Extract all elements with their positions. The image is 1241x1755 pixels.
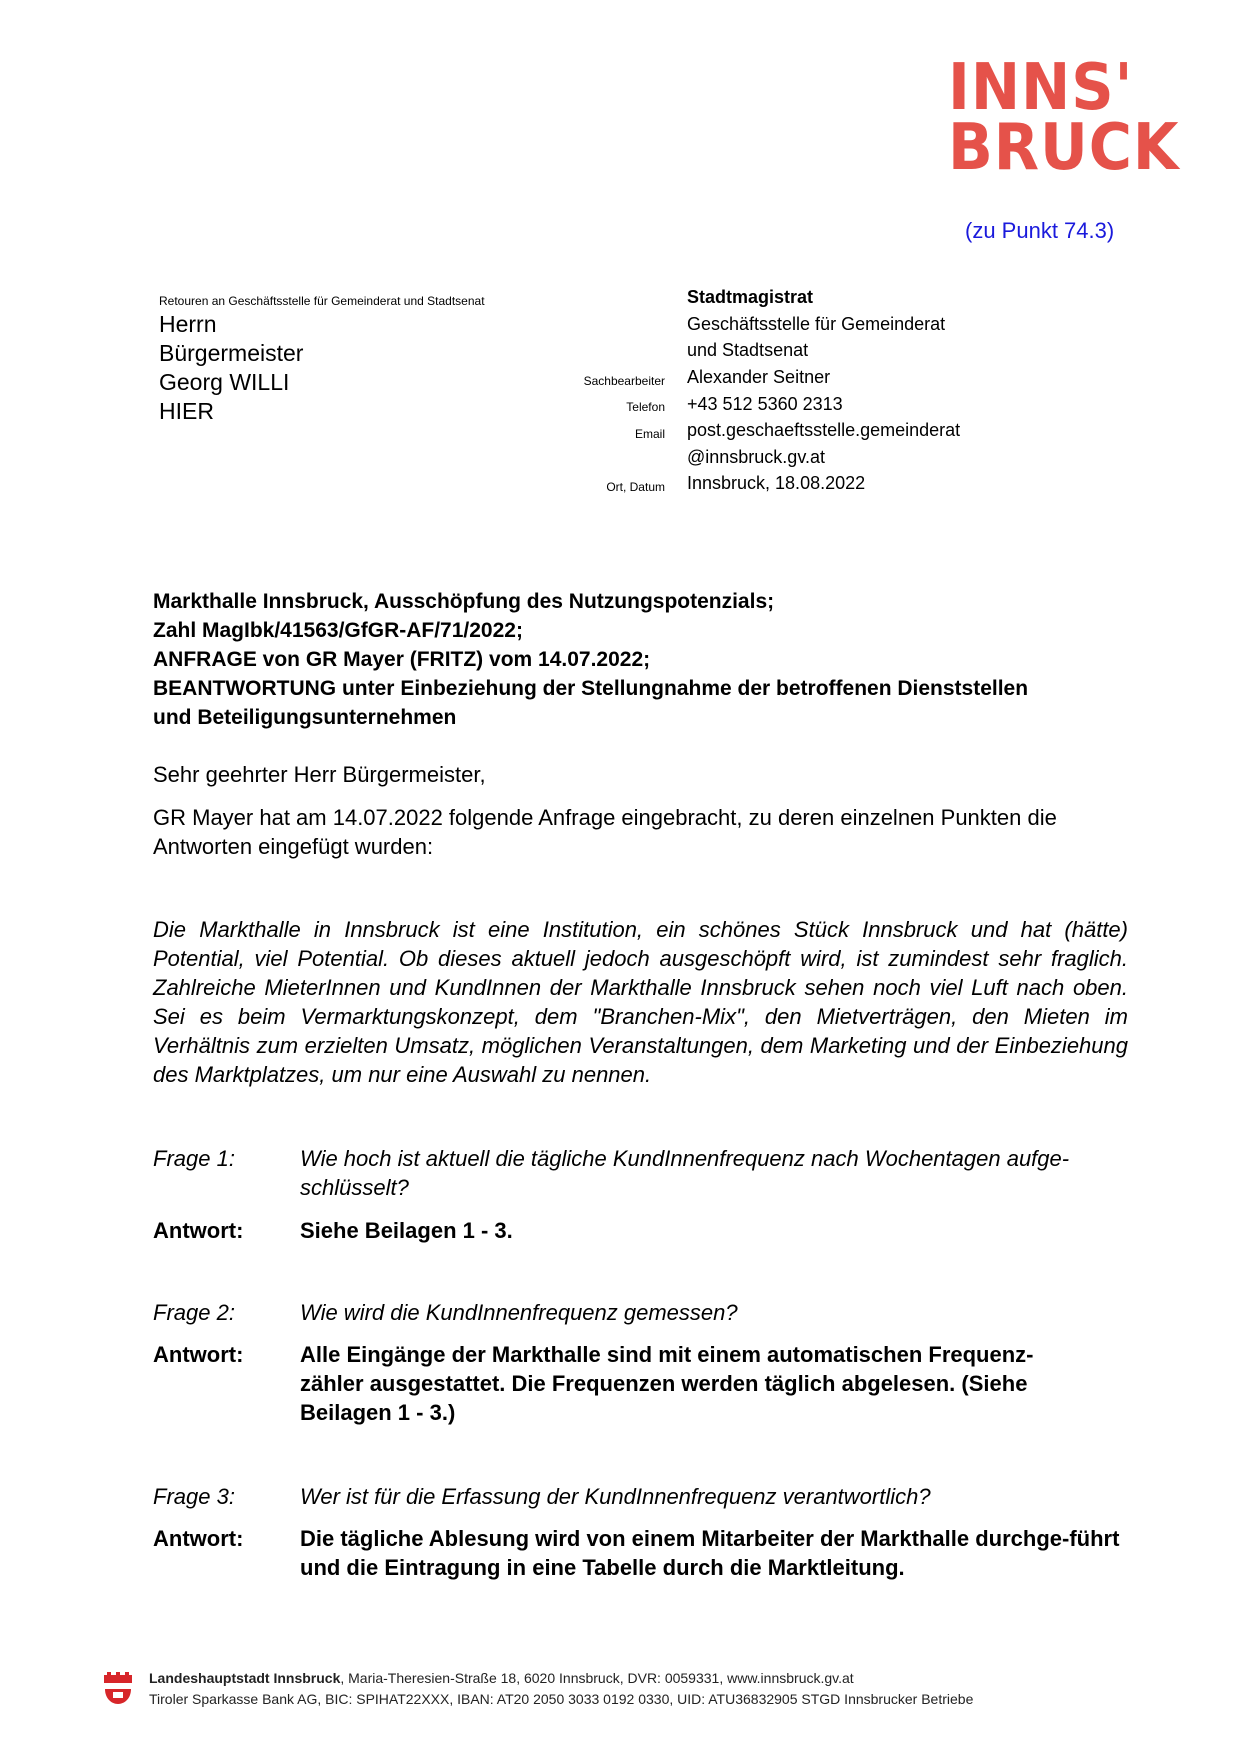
subject-block — [153, 587, 1028, 732]
field-label: Sachbearbeiter — [583, 374, 665, 388]
answer-3 — [153, 1524, 1128, 1582]
answer-text: Siehe Beilagen 1 - 3. — [300, 1218, 513, 1243]
inquiry-intro: Die Markthalle in Innsbruck ist eine Institution, ein schönes Stück Innsbruck und hat (hätte) Potential, viel Potential. Ob dieses aktuell jedoch ausgeschöpft wird, ist zumindest sehr fraglich. Zahlreiche MieterInnen und KundInnen der Markthalle Innsbruck sehen noch viel Luft nach oben. Sei es beim Vermarktungskonzept, dem "Branchen-Mix", den Mietverträgen, den Mieten im Verhältnis zum erzielten Umsatz, möglichen Veranstaltungen, dem Marketing und der Einbeziehung des Marktplatzes, um nur eine Auswahl zu nennen. — [153, 917, 1128, 1087]
subject-line: ANFRAGE von GR Mayer (FRITZ) vom 14.07.2022; — [153, 648, 651, 671]
return-address: Retouren an Geschäftsstelle für Gemeinderat und Stadtsenat — [159, 294, 485, 308]
recipient-line: Herrn — [159, 311, 217, 337]
agenda-reference: (zu Punkt 74.3) — [965, 218, 1115, 243]
question-2 — [153, 1298, 1113, 1327]
question-label: Frage 3: — [153, 1484, 235, 1509]
question-text: Wer ist für die Erfassung der KundInnenfrequenz verantwortlich? — [300, 1484, 931, 1509]
field-value: Innsbruck, 18.08.2022 — [687, 473, 866, 493]
question-text: Wie hoch ist aktuell die tägliche KundInnenfrequenz nach Wochentagen aufge-schlüsselt? — [300, 1146, 1070, 1200]
subject-line: BEANTWORTUNG unter Einbeziehung der Stellungnahme der betroffenen Dienststellen — [153, 677, 1029, 700]
answer-label: Antwort: — [153, 1526, 244, 1551]
logo-line-2: BRUCK — [948, 111, 1180, 185]
innsbruck-logo — [948, 51, 1180, 185]
question-label: Frage 1: — [153, 1146, 235, 1171]
subject-line: und Beteiligungsunternehmen — [153, 706, 457, 729]
answer-2 — [153, 1340, 1088, 1427]
answer-label: Antwort: — [153, 1218, 244, 1243]
city-coat-of-arms-icon — [103, 1671, 133, 1707]
subject-line: Markthalle Innsbruck, Ausschöpfung des Nutzungspotenzials; — [153, 590, 775, 613]
recipient-line: Georg WILLI — [159, 369, 290, 395]
field-label: Telefon — [626, 400, 665, 414]
question-label: Frage 2: — [153, 1300, 235, 1325]
field-label: Ort, Datum — [606, 480, 665, 494]
field-label: Email — [634, 427, 665, 441]
question-text: Wie wird die KundInnenfrequenz gemessen? — [300, 1300, 738, 1325]
field-value: +43 512 5360 2313 — [687, 394, 843, 414]
recipient-block — [159, 310, 303, 426]
salutation: Sehr geehrter Herr Bürgermeister, — [153, 762, 486, 787]
footer-line-1 — [149, 1668, 973, 1689]
answer-text: Alle Eingänge der Markthalle sind mit einem automatischen Frequenz-zähler ausgestattet. Die Frequenzen werden täglich abgelesen. (Siehe Beilagen 1 - 3.) — [300, 1342, 1034, 1425]
footer-city: Landeshauptstadt Innsbruck — [149, 1670, 341, 1686]
answer-label: Antwort: — [153, 1342, 244, 1367]
field-value: @innsbruck.gv.at — [687, 447, 825, 467]
footer — [103, 1668, 973, 1710]
field-value: Alexander Seitner — [687, 367, 831, 387]
sender-org: Stadtmagistrat — [687, 287, 814, 307]
answer-1 — [153, 1216, 1113, 1245]
question-3 — [153, 1482, 1113, 1511]
recipient-line: Bürgermeister — [159, 340, 304, 366]
answer-text: Die tägliche Ablesung wird von einem Mitarbeiter der Markthalle durchge-führt und die Eintragung in eine Tabelle durch die Marktleitung. — [300, 1526, 1120, 1580]
question-1 — [153, 1144, 1113, 1202]
logo-line-1: INNS' — [948, 51, 1134, 125]
footer-line-2: Tiroler Sparkasse Bank AG, BIC: SPIHAT22XXX, IBAN: AT20 2050 3033 0192 0330, UID: ATU36832905 STGD Innsbrucker Betriebe — [149, 1691, 974, 1707]
lead-paragraph: GR Mayer hat am 14.07.2022 folgende Anfrage eingebracht, zu deren einzelnen Punkten die Antworten eingefügt wurden: — [153, 805, 1057, 859]
footer-address: , Maria-Theresien-Straße 18, 6020 Innsbruck, DVR: 0059331, www.innsbruck.gv.at — [340, 1670, 854, 1686]
subject-line: Zahl MagIbk/41563/GfGR-AF/71/2022; — [153, 619, 523, 642]
recipient-line: HIER — [159, 398, 214, 424]
sender-dept: Geschäftsstelle für Gemeinderat — [687, 314, 946, 334]
field-value: post.geschaeftsstelle.gemeinderat — [687, 420, 961, 440]
sender-dept: und Stadtsenat — [687, 340, 809, 360]
